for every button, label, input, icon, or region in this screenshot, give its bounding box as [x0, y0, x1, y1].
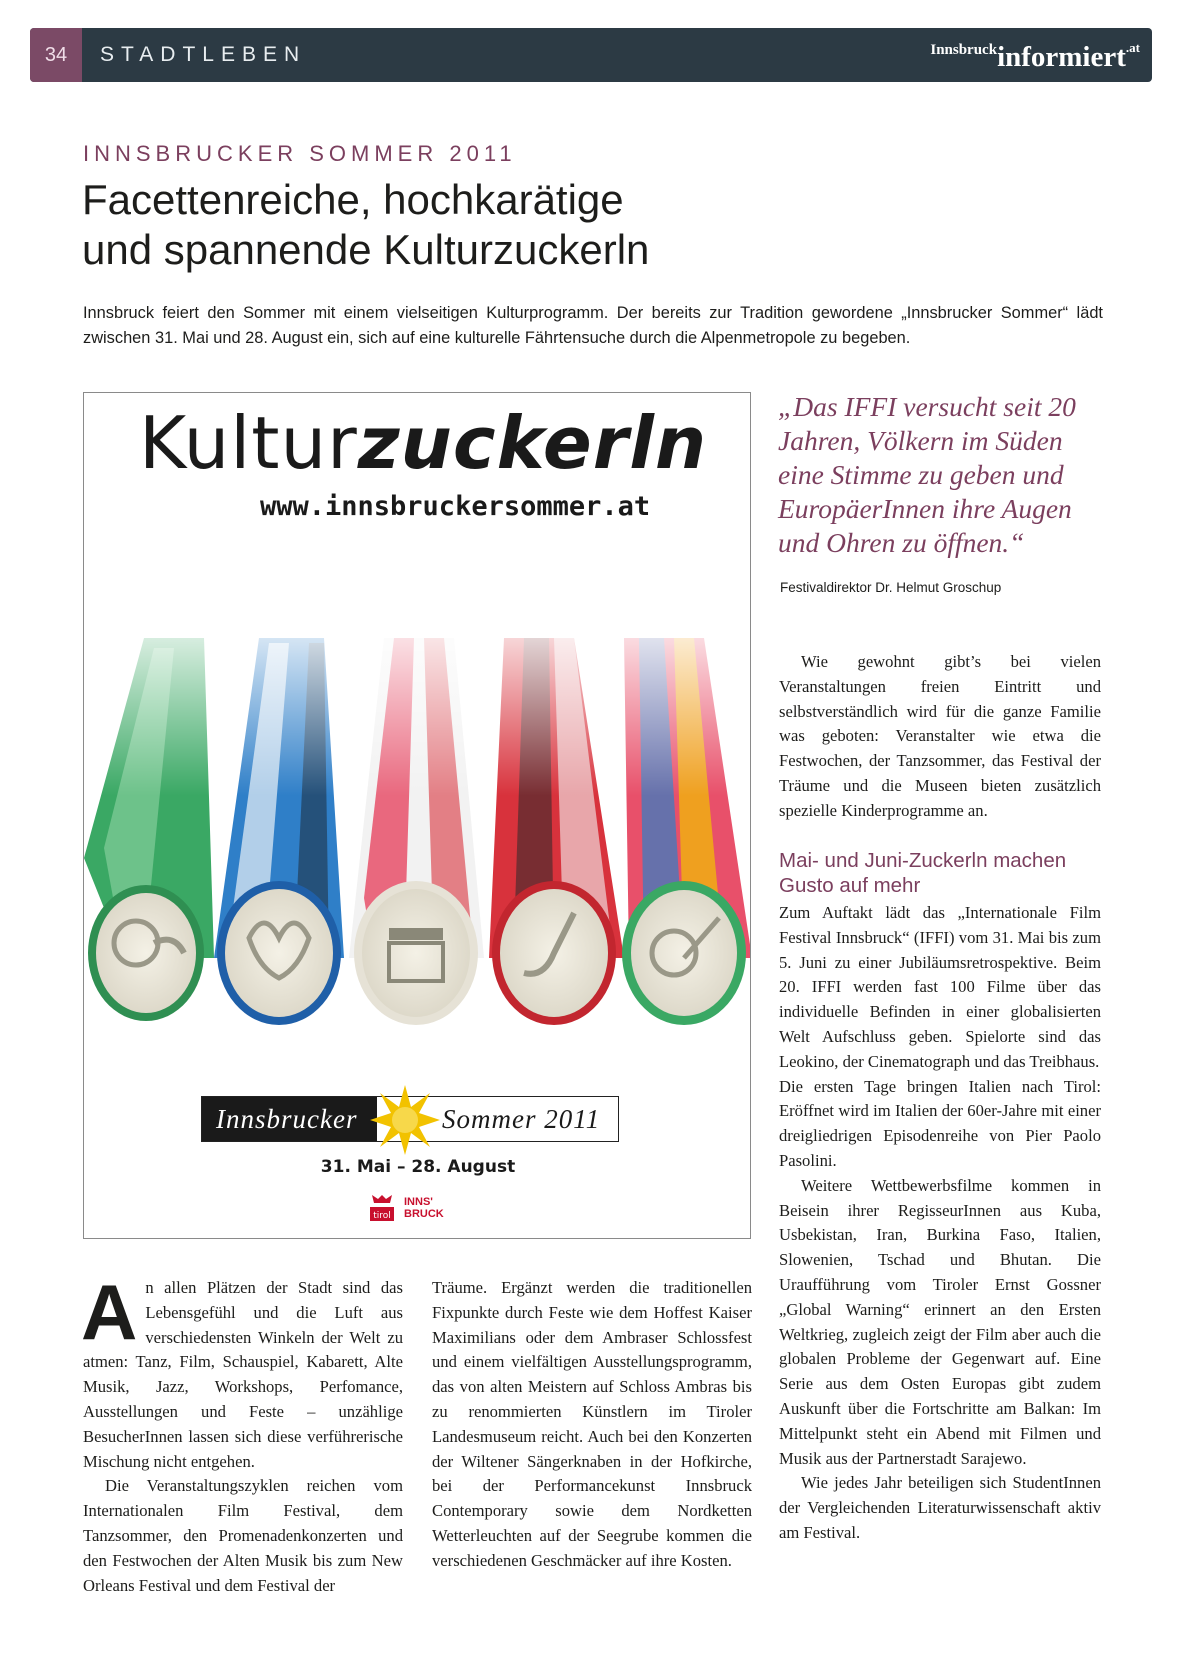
headline-line-2: und spannende Kulturzuckerln [82, 226, 650, 273]
brand-prefix: Innsbruck [930, 42, 998, 58]
dropcap: A [81, 1268, 138, 1356]
poster-title-plain: Kultur [139, 401, 358, 485]
body-column-1 [81, 1268, 403, 1598]
body-column-2 [432, 1276, 752, 1574]
paragraph: Wie jedes Jahr beteiligen sich StudentInnen der Vergleichenden Literaturwissenschaft aktiv am Festival. [779, 1473, 1101, 1542]
poster-banner [201, 1096, 619, 1142]
banner-left-text: Innsbrucker [202, 1097, 377, 1141]
paragraph: Zum Auftakt lädt das „Internationale Film Festival Innsbruck“ (IFFI) vom 31. Mai bis zum 5. Juni zu einer Jubiläumsretrospektive. Beim 20. IFFI werden fast 100 Filme über das individuelle Befinden in einer globalisierten Welt Aufschluss geben. Spielorte sind das Leokino, der Cinematograph und das Treibhaus. [779, 903, 1101, 1071]
poster-dates: 31. Mai – 28. August [320, 1157, 516, 1177]
article-kicker: INNSBRUCKER SOMMER 2011 [83, 141, 517, 166]
innsbruck-logo [404, 1196, 444, 1220]
paragraph-text: n allen Plätzen der Stadt sind das Lebensgefühl und die Luft aus verschiedensten Winkeln der Welt zu atmen: Tanz, Film, Schauspiel, Kabarett, Alte Musik, Jazz, Workshops, Perfomance, Ausstellungen und Feste – unzählige BesucherInnen lassen sich diese verführerische Mischung nicht entgehen. [83, 1278, 403, 1471]
paragraph [81, 1268, 403, 1474]
candy-sticks-illustration [84, 598, 751, 1038]
poster-url: www.innsbruckersommer.at [260, 491, 651, 522]
innsbruck-logo-line2: BRUCK [404, 1208, 444, 1220]
poster-image [83, 392, 751, 1239]
pull-quote: „Das IFFI versucht seit 20 Jahren, Völkern im Süden eine Stimme zu geben und EuropäerInnen ihre Augen und Ohren zu öffnen.“ [778, 391, 1076, 558]
poster-title [139, 401, 707, 485]
brand-main: informiert [997, 41, 1126, 73]
poster-title-italic: zuckerln [357, 401, 708, 485]
innsbruck-logo-line1: INNS' [404, 1196, 433, 1208]
article-lead: Innsbruck feiert den Sommer mit einem vielseitigen Kulturprogramm. Der bereits zur Tradition gewordene „Innsbrucker Sommer“ lädt zwischen 31. Mai und 28. August ein, sich auf eine kulturelle Fährtensuche durch die Alpenmetropole zu begeben. [83, 304, 1103, 347]
section-subhead: Mai- und Juni-Zuckerln machen Gusto auf mehr [779, 849, 1067, 897]
paragraph: Weitere Wettbewerbsfilme kommen in Beisein ihrer RegisseurInnen aus Kuba, Usbekistan, Iran, Burkina Faso, Italien, Slowenien, Tschad und Bhutan. Die Uraufführung vom Tiroler Ernst Gossner „Global Warning“ erinnert an den Ersten Weltkrieg, zugleich zeigt der Film aber auch die globalen Probleme der Gegenwart auf. Eine Serie aus dem Osten Europas gibt zudem Auskunft über die Fortschritte am Balkan: Im Mittelpunkt steht ein Abend mit Filmen und Musik aus der Partnerstadt Sarajewo. [779, 1175, 1101, 1468]
page-number: 34 [30, 28, 82, 82]
body-column-3-top [779, 650, 1101, 824]
brand-tld: .at [1125, 40, 1140, 55]
brand-logo [930, 40, 1140, 74]
banner-right-text: Sommer 2011 [442, 1104, 601, 1134]
header-bar [30, 28, 1152, 82]
tirol-logo-text: tirol [373, 1211, 391, 1221]
headline-line-1: Facettenreiche, hochkarätige [82, 176, 624, 223]
section-title: STADTLEBEN [100, 43, 307, 66]
paragraph: Die Veranstaltungszyklen reichen vom Internationalen Film Festival, dem Tanzsommer, den Promenadenkonzerten und den Festwochen der Alten Musik bis zum New Orleans Festival und dem Festival der [83, 1476, 403, 1595]
paragraph: Träume. Ergänzt werden die traditionellen Fixpunkte durch Feste wie dem Hoffest Kaiser Maximilians oder dem Ambraser Schlossfest und einem vielfältigen Ausstellungsprogramm, das von alten Meistern auf Schloss Ambras bis zu renommierten Künstlern im Tiroler Landesmuseum reicht. Auch bei den Konzerten der Wiltener Sängerknaben in der Hofkirche, bei der Performancekunst Innsbruck Contemporary sowie dem Nordketten Wetterleuchten auf der Seegrube kommen die verschiedenen Geschmäcker auf ihre Kosten. [432, 1278, 752, 1570]
sun-icon [370, 1085, 440, 1155]
tirol-logo-icon [368, 1193, 396, 1223]
quote-source: Festivaldirektor Dr. Helmut Groschup [780, 580, 1002, 595]
paragraph: Die ersten Tage bringen Italien nach Tirol: Eröffnet wird im Italien der 60er-Jahre mit einer dreigliedrigen Episodenreihe von Pier Paolo Pasolini. [779, 1076, 1101, 1170]
paragraph: Wie gewohnt gibt’s bei vielen Veranstaltungen freien Eintritt und selbstverständlich wird für die ganze Familie was geboten: Veranstalter wie etwa die Festwochen, der Tanzsommer, das Festival der Träume und die Museen bieten zusätzlich spezielle Kinderprogramme an. [779, 652, 1101, 820]
body-column-3 [779, 901, 1101, 1546]
article-headline [82, 175, 882, 275]
